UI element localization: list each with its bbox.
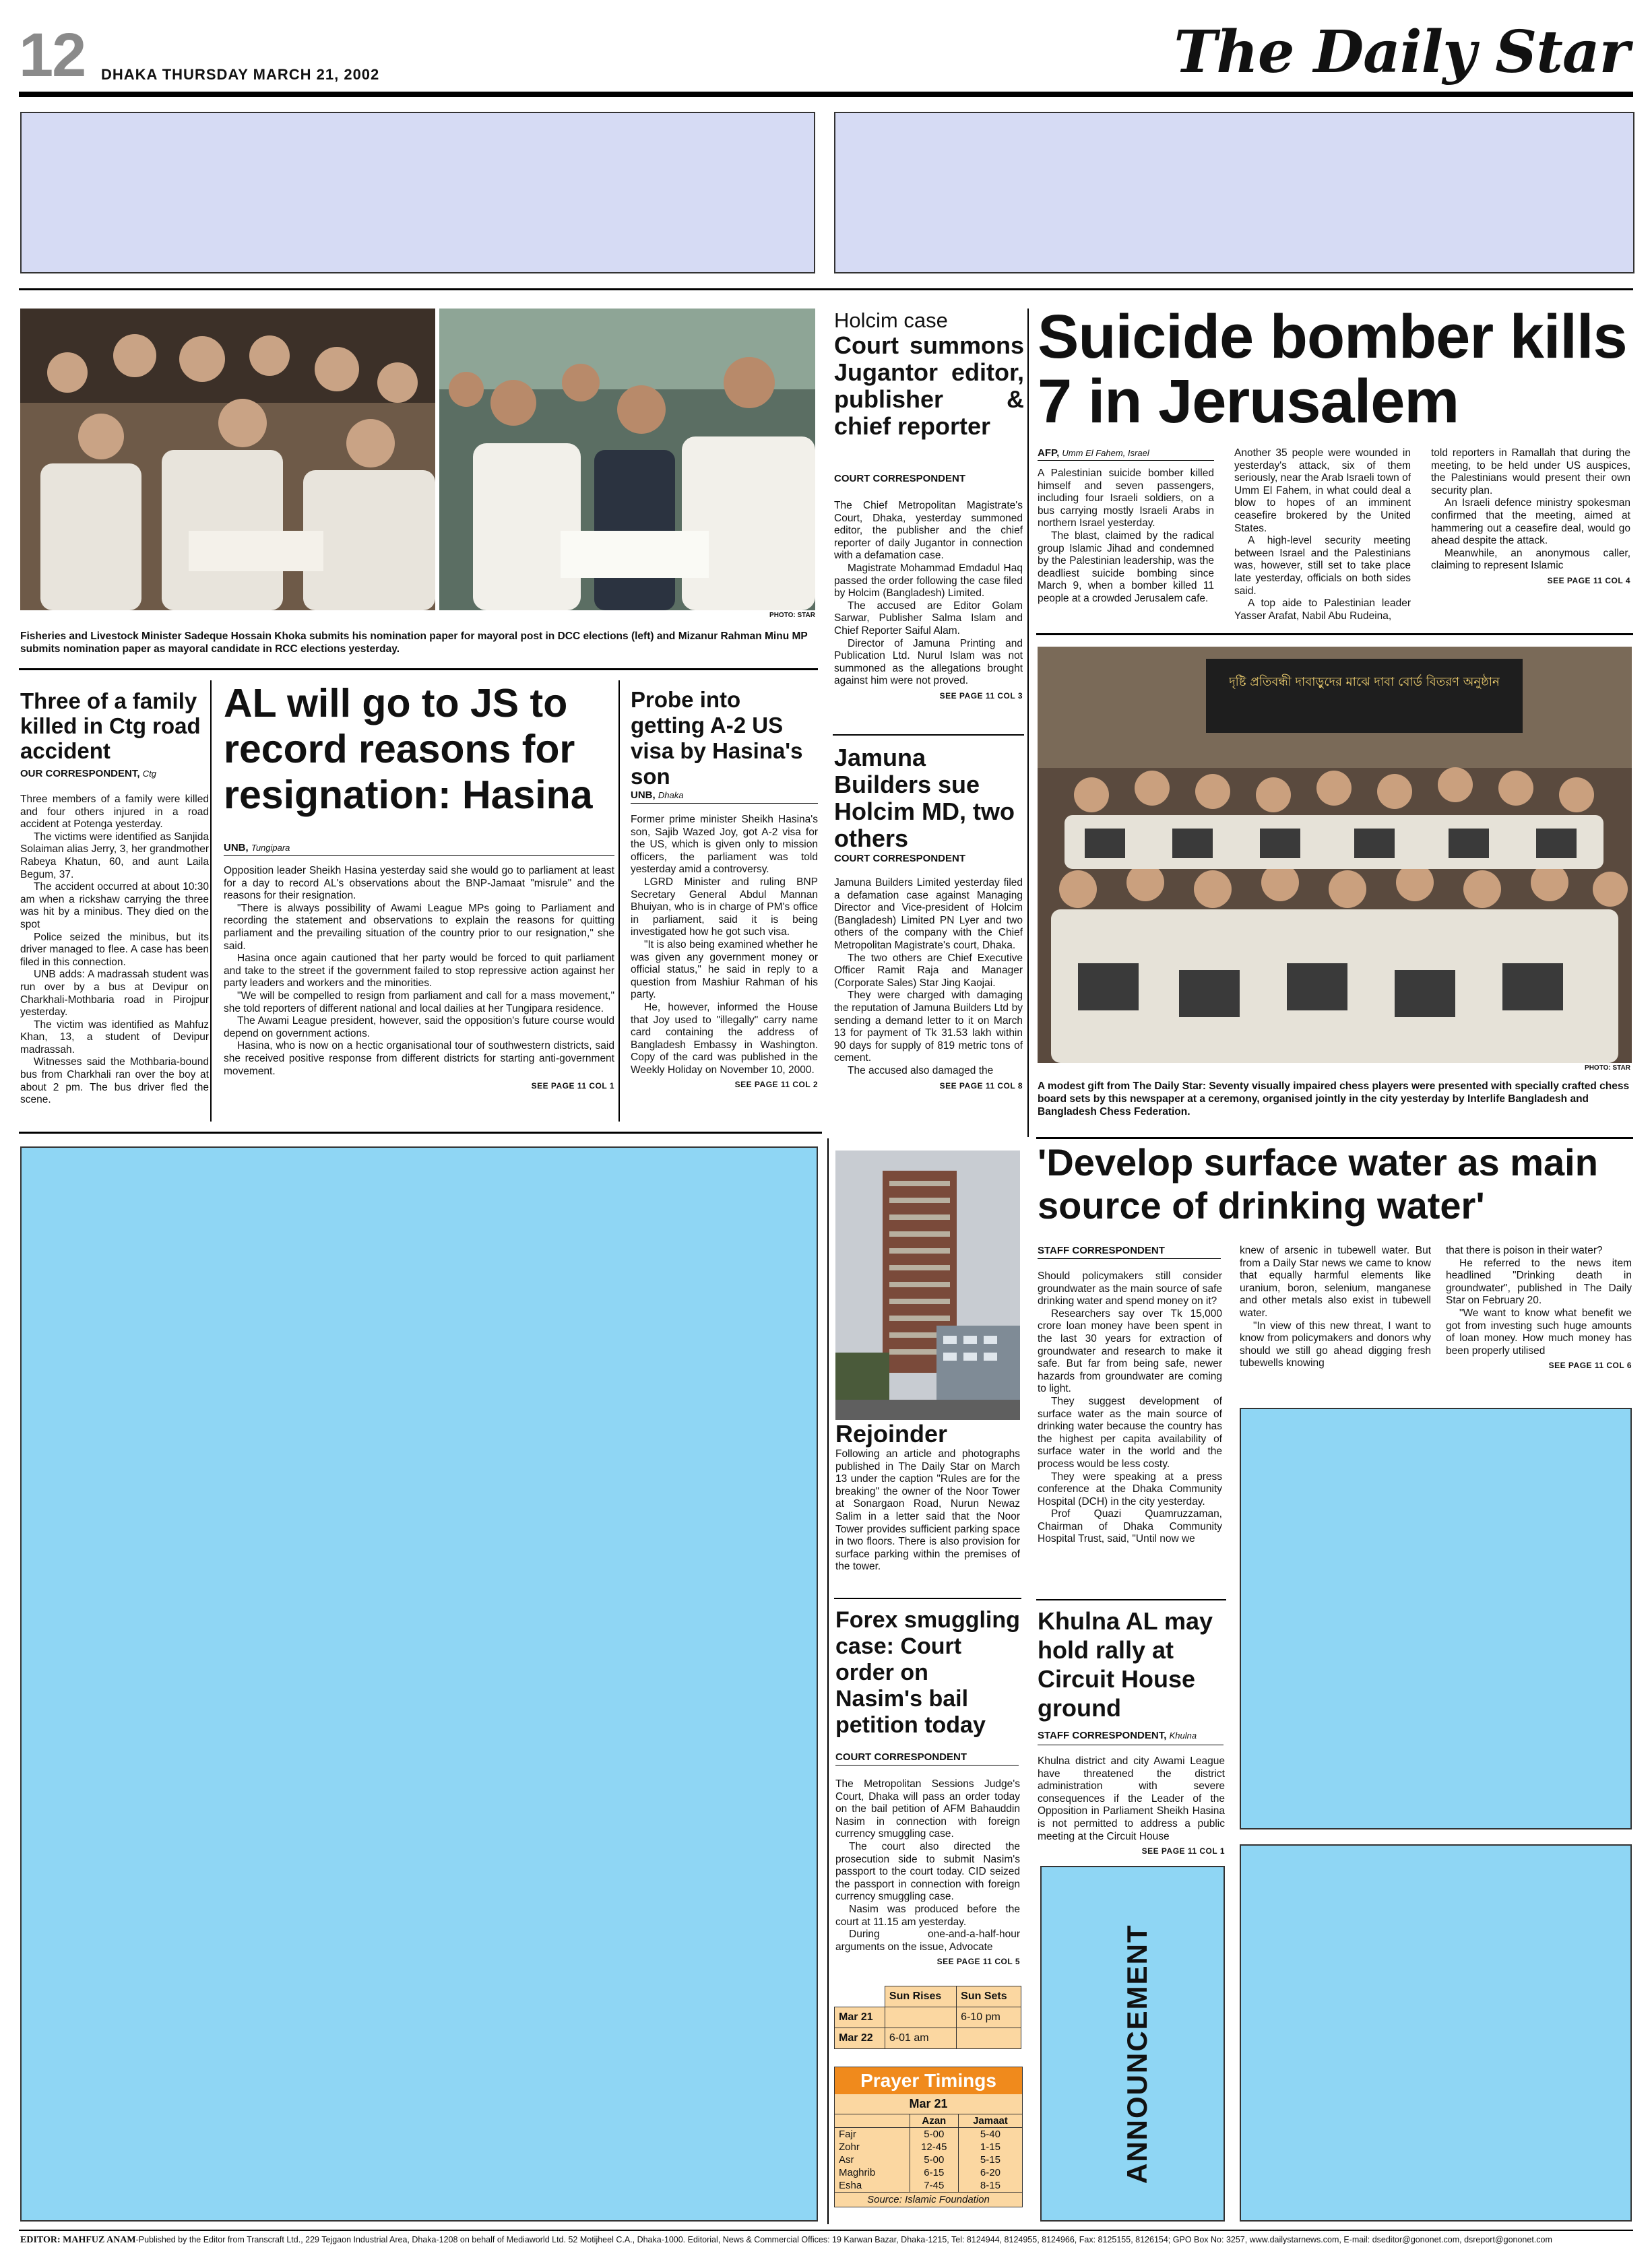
vrule-mid [827, 1138, 829, 2224]
prayer-title: Prayer Timings [835, 2067, 1022, 2094]
ad-right-upper[interactable] [1240, 1408, 1632, 1829]
forex-body: The Metropolitan Sessions Judge's Court, Dhaka will pass an order today on the bail petition of AFM Bahauddin Nasim in connection with foreign currency smuggling case. The court also directed the prosecution side to submit Nasim's passport to the court today. CID seized the passport in connection with foreign currency smuggling case. Nasim was produced before the court at 11.15 am yesterday. During one-and-a-half-hour arguments on the issue, Advocate SEE PAGE 11 COL 5 [835, 1778, 1020, 1968]
sun-table [834, 1986, 1021, 2049]
hasina-byline-rule [224, 855, 614, 856]
prayer-box: Prayer Timings Mar 21 Azan Jamaat Fajr 5-00 5-40 Zohr 12-45 1-15 Asr 5-00 5-15 Maghrib 6-15 6-20 Esha 7-45 8-15 Source: Islamic Foundation [834, 2067, 1023, 2207]
rule-water-khulna [1036, 1599, 1226, 1600]
sun-head-set: Sun Sets [957, 1986, 1021, 2007]
header-rule [19, 92, 1633, 97]
hasina-body: Opposition leader Sheikh Hasina yesterday said she would go to parliament at least for a day to record AL's observations about the BNP-Jamaat "misrule" and the reasons for their resignation. "There is always possibility of Awami League MPs going to Parliament and recording the statement and observations to explain the reasons for quitting parliament and the prevailing situation of the country prior to our resignation," she said. Hasina once again cautioned that her party would be forced to quit parliament and take to the street if the government failed to stop repressive action against her party leaders and workers and the minorities. "We will be compelled to resign from parliament and call for a mass movement," she told reporters of different national and local dailies at her Tungipara residence. The Awami League president, however, said the opposition's future course would depend on government actions. Hasina, who is now on a hectic organisational tour of southwestern districts, said she received positive response from different districts for starting anti-government movement. SEE PAGE 11 COL 1 [224, 865, 614, 1093]
suicide-col1: A Palestinian suicide bomber killed himself and seven passengers, including four Israeli soldiers, on a bus carrying mostly Israeli Arabs in northern Israel yesterday. The blast, claimed by the radical group Islamic Jihad and condemned by the Palestinian leadership, was the deadliest suicide bombing since March 9, when a bomber killed 11 people at a crowded Jerusalem cafe. [1038, 467, 1214, 604]
announcement-label: ANNOUNCEMENT [1121, 1924, 1153, 2184]
accident-body: Three members of a family were killed and four others injured in a road accident at Potenga yesterday. The victims were identified as Sanjida Solaiman alias Jerry, 3, her grandmother Rabeya Khatun, 60, and aunt Laila Begum, 37. The accident occurred at about 10:30 am when a rickshaw carrying the three was hit by a minibus. They died on the spot Police seized the minibus, but its driver managed to flee. A case has been filed in this connection. UNB adds: A madrassah student was run over by a bus at Devipur on Charkhali-Mothbaria road in Pirojpur yesterday. The victim was identified as Mahfuz Khan, 13, a student of Devipur madrassah. Witnesses said the Mothbaria-bound bus from Charkhali ran over the boy at about 2 pm. The bus driver fled the scene. [20, 793, 209, 1106]
photo-noor-tower [835, 1151, 1020, 1420]
announcement-box[interactable] [1040, 1866, 1225, 2222]
ad-rule [19, 288, 1633, 290]
table-row: Asr 5-00 5-15 [839, 2154, 1000, 2166]
forex-see-page[interactable]: SEE PAGE 11 COL 5 [936, 1957, 1020, 1967]
table-row: Zohr 12-45 1-15 [839, 2141, 1000, 2153]
holcim-kicker: Holcim case [834, 309, 948, 332]
prayer-date: Mar 21 [835, 2094, 1022, 2114]
rule-under-caption [19, 668, 818, 670]
khulna-see-page[interactable]: SEE PAGE 11 COL 1 [1141, 1846, 1225, 1856]
jamuna-body: Jamuna Builders Limited yesterday filed a defamation case against Managing Director and Vice-president of Holcim (Bangladesh) Limited PN Lyer and two others of the company with the Chief Metropolitan Magistrate's court, Dhaka. The two others are Chief Executive Officer Ramit Raja and Manager (Corporate Sales) Star Jing Kaojai. They were charged with damaging the reputation of Jamuna Builders Ltd by sending a demand letter to it on March 13 for payment of Tk 31.53 lakh within 90 days for supply of 819 metric tons of cement. The accused also damaged the SEE PAGE 11 COL 8 [834, 877, 1023, 1092]
vrule-accident-right [210, 680, 212, 1122]
photo-credit-chess: PHOTO: STAR [1585, 1064, 1630, 1072]
water-headline[interactable]: 'Develop surface water as main source of drinking water' [1038, 1141, 1598, 1227]
suicide-byline-rule [1038, 460, 1214, 461]
probe-see-page[interactable]: SEE PAGE 11 COL 2 [734, 1080, 818, 1090]
rule-under-suicide [1036, 633, 1633, 635]
rejoinder-headline[interactable]: Rejoinder [835, 1420, 948, 1448]
chess-banner-text: দৃষ্টি প্রতিবন্ধী দাবাড়ুদের মাঝে দাবা বোর্ড বিতরণ অনুষ্ঠান [1229, 675, 1500, 689]
photo-caption-top: Fisheries and Livestock Minister Sadeque Hossain Khoka submits his nomination paper for mayoral post in DCC elections (left) and Mizanur Rahman Minu MP submits nomination paper as mayoral candidate in RCC elections yesterday. [20, 630, 808, 655]
photo-khoka-nomination [20, 309, 435, 610]
suicide-byline: AFP, Umm El Fahem, Israel [1038, 447, 1149, 459]
suicide-col2: Another 35 people were wounded in yesterday's attack, six of them seriously, near the Arab Israeli town of Umm El Fahem, in what could deal a blow to hopes of an imminent ceasefire brokered by the United States. A high-level security meeting between Israel and the Palestinians was, however, still set to take place late yesterday, officials on both sides said. A top aide to Palestinian leader Yasser Arafat, Nabil Abu Rudeina, [1234, 447, 1411, 622]
water-see-page[interactable]: SEE PAGE 11 COL 6 [1548, 1361, 1632, 1371]
photo-caption-chess: A modest gift from The Daily Star: Seventy visually impaired chess players were presented with specially crafted chess board sets by this newspaper at a ceremony, organised jointly in the city yesterday by Interlife Bangladesh and Bangladesh Chess Federation. [1038, 1080, 1630, 1117]
water-col1: Should policymakers still consider groundwater as the main source of safe drinking water and spend money on it? Researchers say over Tk 15,000 crore loan money have been spent in the last 30 years for extraction of groundwater and research to make it safe. But far from being safe, newer hazards from groundwater are coming to light. They suggest development of surface water as the main source of drinking water because the country has the highest per capita availability of surface water in the world and the process would be less costy. They were speaking at a press conference at the Dhaka Community Hospital (DCH) in the city yesterday. Prof Quazi Quamruzzaman, Chairman of Dhaka Community Hospital Trust, said, "Until now we [1038, 1270, 1222, 1545]
water-byline-rule [1038, 1258, 1221, 1259]
rule-under-chess [1036, 1137, 1633, 1139]
water-col2: knew of arsenic in tubewell water. But from a Daily Star news we came to know that equally harmful elements like uranium, boron, selenium, manganese and other metals also exist in tubewell water. "In view of this new threat, I want to know from policymakers and donors why should we still go ahead digging fresh tubewells knowing [1240, 1245, 1431, 1369]
khulna-body: Khulna district and city Awami League have threatened the district administration with severe consequences if the Leader of the Opposition in Parliament Sheikh Hasina is not permitted to address a public meeting at the Circuit House SEE PAGE 11 COL 1 [1038, 1755, 1225, 1858]
dateline: DHAKA THURSDAY MARCH 21, 2002 [101, 66, 380, 83]
khulna-headline[interactable]: Khulna AL may hold rally at Circuit House ground [1038, 1607, 1213, 1722]
forex-headline[interactable]: Forex smuggling case: Court order on Nasim's bail petition today [835, 1607, 1020, 1738]
vrule-holcim-right [1027, 309, 1029, 1137]
table-row: Mar 22 6-01 am [835, 2028, 1021, 2049]
hasina-byline: UNB, Tungipara [224, 842, 290, 853]
prayer-source: Source: Islamic Foundation [835, 2192, 1022, 2207]
photo-chess-players [1038, 647, 1632, 1063]
accident-byline: OUR CORRESPONDENT, Ctg [20, 768, 156, 779]
rule-mid-left [19, 1132, 822, 1134]
rule-rejoinder-forex [834, 1598, 1021, 1599]
table-row: Maghrib 6-15 6-20 [839, 2167, 1000, 2178]
footer-rule [19, 2230, 1633, 2231]
table-row: Fajr 5-00 5-40 [839, 2129, 1000, 2140]
masthead[interactable]: The Daily Star [1174, 18, 1629, 86]
table-row: Mar 21 6-10 pm [835, 2007, 1021, 2028]
footer-editor: EDITOR: MAHFUZ ANAM [20, 2235, 136, 2245]
holcim-body: The Chief Metropolitan Magistrate's Court, Dhaka, yesterday summoned editor, the publisher and the chief reporter of daily Jugantor in connection with a defamation case. Magistrate Mohammad Emdadul Haq passed the order following the case filed by Holcim (Bangladesh) Limited. The accused are Editor Golam Sarwar, Publisher Salma Islam and Chief Reporter Saiful Alam. Director of Jamuna Printing and Publication Ltd. Nurul Islam was not summoned as the allegations brought against him were not proved. SEE PAGE 11 COL 3 [834, 500, 1023, 703]
photo-minu-nomination [439, 309, 815, 610]
table-row: Esha 7-45 8-15 [839, 2180, 1000, 2191]
probe-headline[interactable]: Probe into getting A-2 US visa by Hasina's son [631, 687, 803, 789]
accident-headline[interactable]: Three of a family killed in Ctg road accident [20, 688, 201, 763]
forex-byline: COURT CORRESPONDENT [835, 1751, 967, 1763]
probe-body: Former prime minister Sheikh Hasina's son, Sajib Wazed Joy, got A-2 visa for the US, which is given only to mission officers, the parliament was told yesterday amid a controversy. LGRD Minister and ruling BNP Secretary General Abdul Mannan Bhuiyan, who is in charge of PM's office in parliament, said it is being investigated how he got such visa. "It is also being examined whether he was given any government money or official status," he said in reply to a question from Mashiur Rahman of his party. He, however, informed the House that Joy used to "illegally" carry name card containing the address of Bangladesh Embassy in Washington. Copy of the card was published in the Weekly Holiday on November 10, 2000. SEE PAGE 11 COL 2 [631, 814, 818, 1091]
jamuna-headline[interactable]: Jamuna Builders sue Holcim MD, two others [834, 744, 1015, 852]
khulna-byline: STAFF CORRESPONDENT, Khulna [1038, 1730, 1197, 1741]
footer-imprint: -Published by the Editor from Transcraft Ltd., 229 Tejgaon Industrial Area, Dhaka-1208 on behalf of Mediaworld Ltd. 52 Motijheel C.A., Dhaka-1000. Editorial, News & Commercial Offices: 19 Karwan Bazar, Dhaka-1215, Tel: 8124944, 8124955, 8124966, Fax: 8125155, 8126154; GPO Box No: 3257, www.dailystarnews.com, E-mail: dseditor@gononet.com, dsreport@gononet.com [135, 2235, 1552, 2244]
holcim-byline: COURT CORRESPONDENT [834, 473, 966, 484]
holcim-headline[interactable]: Court summons Jugantor editor, publisher & chief reporter [834, 331, 1024, 440]
ad-top-right[interactable] [834, 112, 1634, 273]
photo-credit-top: PHOTO: STAR [769, 612, 815, 619]
holcim-see-page[interactable]: SEE PAGE 11 COL 3 [939, 690, 1023, 701]
water-col3: that there is poison in their water? He referred to the news item headlined "Drinking death in groundwater", published in The Daily Star on February 20. "We want to know what benefit we got from investing such huge amounts of loan money. How much money has been properly utilised SEE PAGE 11 COL 6 [1446, 1245, 1632, 1372]
suicide-see-page[interactable]: SEE PAGE 11 COL 4 [1547, 575, 1630, 585]
rule-holcim-jamuna [833, 734, 1024, 736]
water-byline: STAFF CORRESPONDENT [1038, 1245, 1165, 1256]
probe-byline: UNB, Dhaka [631, 789, 684, 801]
probe-byline-rule [631, 803, 818, 804]
suicide-col3: told reporters in Ramallah that during the meeting, to be held under US auspices, the Palestinians would present their own security plan. An Israeli defence ministry spokesman confirmed that the meeting, aimed at hammering out a ceasefire deal, would go ahead despite the attack. Meanwhile, an anonymous caller, claiming to represent Islamic SEE PAGE 11 COL 4 [1431, 447, 1630, 587]
hasina-headline[interactable]: AL will go to JS to record reasons for resignation: Hasina [224, 681, 593, 817]
hasina-see-page[interactable]: SEE PAGE 11 COL 1 [531, 1081, 614, 1091]
ad-big-left[interactable] [20, 1146, 818, 2222]
sun-head-rise: Sun Rises [885, 1986, 956, 2007]
footer [20, 2235, 1633, 2246]
vrule-hasina-right [618, 680, 620, 1122]
suicide-headline[interactable]: Suicide bomber kills 7 in Jerusalem [1038, 302, 1627, 436]
jamuna-see-page[interactable]: SEE PAGE 11 COL 8 [939, 1080, 1023, 1091]
page-number: 12 [19, 21, 86, 90]
ad-top-left[interactable] [20, 112, 815, 273]
jamuna-byline: COURT CORRESPONDENT [834, 853, 966, 864]
ad-right-lower[interactable] [1240, 1844, 1632, 2222]
rejoinder-body: Following an article and photographs published in The Daily Star on March 13 under the caption "Rules are for the breaking" the owner of the Noor Tower at Sonargaon Road, Nurun Newaz Salim in a letter said that the Noor Tower provides sufficient parking space in two floors. There is also provision for surface parking within the premises of the tower. [835, 1448, 1020, 1573]
